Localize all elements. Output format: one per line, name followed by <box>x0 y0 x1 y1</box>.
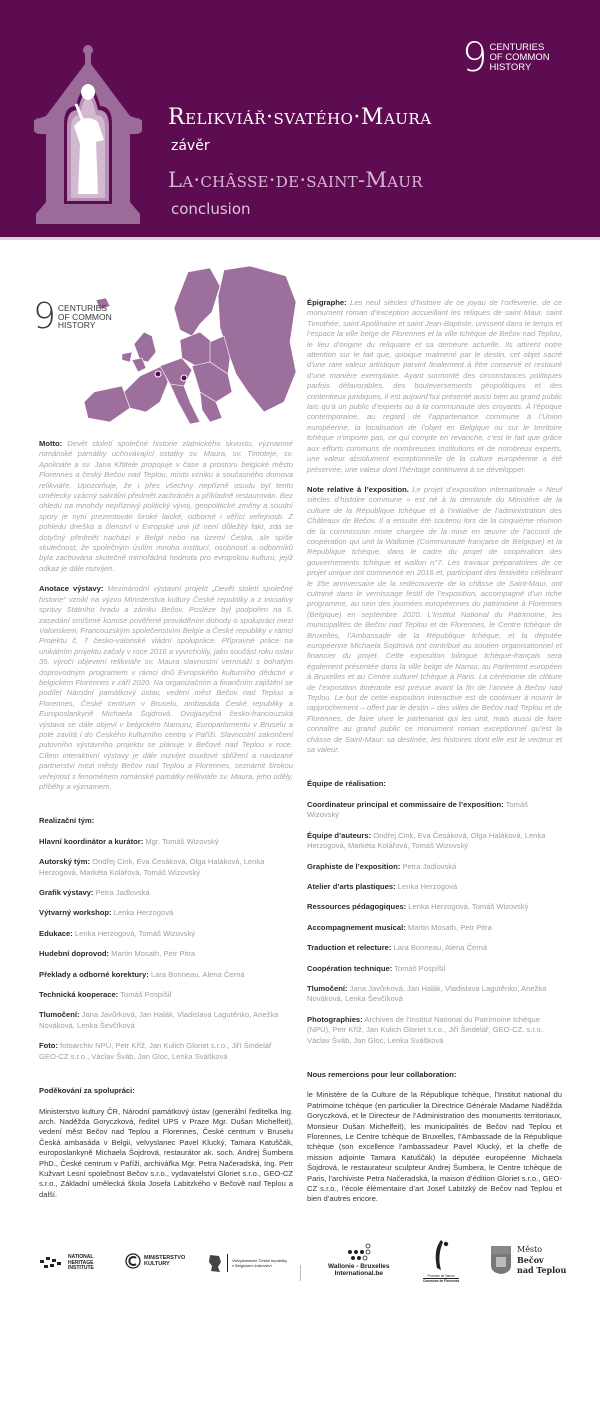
note-paragraph <box>307 485 562 756</box>
logo-florennes: Province de Namur Commune de Florennes <box>423 1238 459 1283</box>
wbi-dots-icon <box>344 1243 374 1263</box>
becov-coat-of-arms-icon <box>490 1245 512 1275</box>
map-marker-florennes <box>155 371 161 377</box>
epigraph-label: Épigraphe: <box>307 298 347 307</box>
title-french: La·châsse·de·saint-Maur <box>168 168 423 192</box>
motto-text: Devět století společné historie zlatnického skvostu, významné románské památky uchovávající ostatky sv. Maura, sv. Timoteje, sv. Apolináře a sv. Jana Křtitele propojuje v čase a prostoru belgické město Florennes a český Bečov nad Teplou, místo vzniku a současného domova relikviáře. Upozorňuje, že i přes všechny nepřízně osudu byl tento umělecky vzácný sakrální předmět zachráněn a příkladně restaurován. Bez ohledu na mnohdy nepříznivý politický vývoj, geopolitické změny a soudní spory je nyní prezentován široké laické, odborné i věřící veřejnosti. Z pohledu dneška a členství v Evropské unii již není důležitý fakt, zda se dotyčný předmět nachází v Belgii nebo na území Česka, ale spíše skutečnost, že společným úsilím mnoha institucí, osobností a odborníků byla zachována skutečně mimořádná hodnota pro evropskou kulturu, jejíž odkaz je dále rozvíjen. <box>39 439 293 573</box>
credit-item: Coordinateur principal et commissaire de l’exposition: Tomáš Wizovský <box>307 799 528 820</box>
ministry-c-icon <box>125 1253 141 1269</box>
motto-paragraph <box>39 439 293 574</box>
note-label: Note relative à l’exposition. <box>307 484 409 494</box>
europe-map <box>57 262 300 432</box>
header-banner <box>0 0 600 237</box>
header-divider <box>0 237 600 240</box>
credit-item: Hlavní koordinátor a kurátor: Mgr. Tomáš Wizovský <box>39 836 219 846</box>
logo-divider <box>300 1265 301 1281</box>
logo-national-heritage-institute: NATIONAL HERITAGE INSTITUTE <box>40 1255 94 1272</box>
lion-crest-icon <box>207 1253 223 1273</box>
credit-item: Ressources pédagogiques: Lenka Herzogová, Tomáš Wizovský <box>307 902 529 912</box>
credit-item: Coopération technique: Tomáš Pospíšil <box>307 963 446 973</box>
credit-item: Tlumočení: Jana Javůrková, Jan Halák, Vladislava Lagutěnko, Anežka Nováková, Lenka Ševčíková <box>39 1010 279 1030</box>
team-title: Équipe de réalisation: <box>307 779 386 789</box>
thanks-text: Ministerstvo kultury ČR, Národní památkový ústav (generální ředitelka Ing. arch. Naděžda Goryczková, ředitel UPS v Praze Mgr. Dušan Michelfeit), vedení měst Bečov nad Teplou a Florennes, České centrum v Bruselu Česká ambasáda v Belgii, velvyslanec Pavel Klucký, Tamara Katuščák, europoslankyně Michaela Šojdrová, restaurátor ak. soch. Andrej Šumbera PhD., České centrum v Paříži, archivářka Mgr. Petra Načeradská, Ing. Petr Kužvart Lesní společnost Bečov s.r.o., vydavatelství Gloriet s.r.o., GEO-CZ s.r.o., Základní umělecká škola Josefa Labitzkého v Bečově nad Teplou a další. <box>39 1106 293 1199</box>
credit-item: Graphiste de l’exposition: Petra Jadlovská <box>307 861 457 871</box>
team-title: Realizační tým: <box>39 816 95 826</box>
credit-item: Photographies: Archives de l’Institut National du Patrimoine tchèque (NPÚ), Petr Kříž, Jan Kulich Gloriet s.r.o., Jiří Šindelář, GEO-CZ. s.r.o., Václav Šváb, Jan Gloc, Lenka Svášková <box>307 1014 545 1045</box>
brand-line: OF COMMON <box>57 311 112 322</box>
epigraph-text: Les neuf siècles d’histoire de ce joyau de l’orfèvrerie, de ce monument roman d’exception accueillant les reliques de saint Maur, saint Timothée, saint Apollinaire et saint Jean-Baptiste, unissent dans le temps et l’espace la ville belge de Florennes et la ville tchèque de Bečov nad Teplou, le lieu d’origine du reliquaire et sa demeure actuelle. Ils attirent notre attention sur le fait que, quoique malmené par le destin, cet objet sacré d’une rare valeur artistique parvint finalement à être conservé et restauré d’une manière exemplaire. Ayant surmonté des circonstances politiques parfois défavorables, des bouleversements géopolitiques et des contentieux juridiques, il est aujourd’hui présenté aussi bien au grand public laïc qu’à un public d’experts ou à la communauté des croyants. À l’époque contemporaine, au regard de l’appartenance commune à l’Union européenne, la localisation de l’objet en Belgique ou sur le territoire tchèque n’importe pas, ce qui compte en revanche, c’est le fait que grâce aux efforts communs de nombreuses institutions et de nombreux experts, une valeur absolument exceptionnelle de la culture européenne a été préservée, une valeur dont l’héritage continuera à se développer. <box>307 298 562 474</box>
credit-item: Traduction et relecture: Lara Bonneau, Alena Černá <box>307 943 488 953</box>
centuries-brand-logo <box>462 35 550 81</box>
brand-line: CENTURIES <box>57 303 108 314</box>
credit-item: Technická kooperace: Tomáš Pospíšil <box>39 990 172 1000</box>
credit-item: Hudební doprovod: Martin Mosath, Petr Pitra <box>39 949 196 959</box>
title-czech: Relikviář·svatého·Maura <box>168 105 432 130</box>
credit-item: Překlady a odborné korektury: Lara Bonneau, Alena Černá <box>39 969 245 979</box>
credit-item: Foto: fotoarchiv NPÚ, Petr Kříž, Jan Kulich Gloriet s.r.o., Jiří Šindelář GEO-CZ s.r.o., Václav Šváb, Jan Gloc, Lenka Svášková <box>39 1041 272 1061</box>
czech-text-column <box>39 439 293 1210</box>
subtitle-french: conclusion <box>171 200 251 218</box>
credit-item: Accompagnement musical: Martin Mosath, Petr Pitra <box>307 922 492 932</box>
credit-item: Atelier d’arts plastiques: Lenka Herzogová <box>307 881 458 891</box>
logo-ministry-of-culture: MINISTERSTVO KULTURY <box>125 1253 185 1269</box>
team-credits <box>39 837 293 1062</box>
brand-line: CENTURIES <box>489 42 545 54</box>
reliquary-shrine-icon <box>34 44 142 226</box>
brand-line: HISTORY <box>57 320 96 331</box>
annotation-paragraph <box>39 584 293 792</box>
logo-embassy: Velvyslanectví České republiky v Belgickém království <box>207 1253 287 1273</box>
nhi-mark-icon <box>40 1256 62 1270</box>
brand-line: HISTORY <box>489 61 532 73</box>
logo-becov-nad-teplou: Město Bečov nad Teplou <box>490 1245 566 1275</box>
credit-item: Výtvarný workshop: Lenka Herzogová <box>39 908 174 918</box>
centuries-map-logo <box>33 296 112 337</box>
brand-number: 9 <box>33 296 56 337</box>
thanks-text: le Ministère de la Culture de la République tchèque, l’Institut national du Patrimoine tchèque (en particulier la Directrice Générale Madame Naděžda Goryczková, et le Directeur de l’Administration des monuments territoriaux, Monsieur Dušan Michelfeit), les municipalités de Bečov nad Teplou et Florennes, Le Centre tchèque de Bruxelles, l’Ambassade de la République tchèque (son excellence l’ambassadeur Pavel Klucký, et la cheffe de mission adjointe Tamara Katuščák) la députée européenne Michaela Šojdrová, le restaurateur sculpteur Andrej Šumbera, le Centre tchèque de Paris, l’archiviste Petra Načeradská, la maison d’édition Gloriet s.r.o., GEO-CZ s.r.o., l’école élémentaire d’art Josef Labitzký de Bečov nad Teplou et bien d’autres encore. <box>307 1090 562 1204</box>
french-text-column <box>307 298 562 1215</box>
thanks-title: Poděkování za spolupráci: <box>39 1086 135 1096</box>
subtitle-czech: závěr <box>171 138 210 154</box>
logo-wallonie-bruxelles: Wallonie - Bruxelles International.be <box>328 1243 390 1277</box>
brand-number: 9 <box>462 35 488 81</box>
motto-label: Motto: <box>39 439 63 448</box>
annotation-label: Anotace výstavy: <box>39 584 104 594</box>
credit-item: Edukace: Lenka Herzogová, Tomáš Wizovský <box>39 928 196 938</box>
team-credits <box>307 800 562 1046</box>
note-text: Le projet d’exposition internationale « Neuf siècles d’histoire commune » est né à la demande du Ministère de la culture de la République tchèque et à l’initiative de l’administration des Châteaux de Bečov. Il a ensuite été soutenu lors de la cinquième réunion de la commission mixte chargée de la mise en œuvre de l’accord de coopération qui unit la Wallonie (Communauté française de Belgique) et la République tchèque, dans le cadre du projet de coopération des gouvernements tchèque et wallon n°7. Les travaux préparatoires de ce projet unique ont commencé en 2016 et, participant des festivités célébrant le 35e anniversaire de la redécouverte de la châsse de Saint-Maur, ont culminé dans le vernissage festif de l’exposition, accompagné d’un riche programme, au sein des journées européennes du patrimoine à Florennes (Belgique) en septembre 2020. L’Institut National du Patrimoine, les municipalités de Bečov nad Teplou et de Florennes, le Centre tchèque de Bruxelles, l’Ambassade de la République tchèque, et la députée européenne Michaela Šojdrová ont contribué au soutien organisationnel et financier du projet. Cette exposition bilingue tchèque-français sera également présentée dans la ville belge de Namur, au Parlement européen à Bruxelles et au Centre culturel tchèque à Paris. La cérémonie de clôture de l’exposition itinérante est prévue avant la fin de l’année à Bečov nad Teplou. Le but de cette exposition interactive est de continuer à nourrir le rapprochement – offert par le destin – des villes de Bečov nad Teplou et de Florennes, de faire vivre le partenariat qui les unit, mais aussi de faire connaître au grand public ce monument roman exceptionnel qu’est la châsse de Saint-Maur: sa destinée, les histoires dont elle est le vecteur et sa valeur. <box>307 484 562 755</box>
florennes-mark-icon <box>431 1238 451 1274</box>
map-marker-becov <box>181 375 187 381</box>
brand-line: OF COMMON <box>489 52 550 64</box>
credit-item: Autorský tým: Ondřej Cink, Eva Česáková, Olga Haláková, Lenka Herzogová, Markéta Kolářová, Tomáš Wizovský <box>39 857 265 877</box>
annotation-text: Mezinárodní výstavní projekt „Devět století společné historie“ vznikl na výzvu Ministerstva kultury České republiky a z iniciativy správy Státního hradu a zámku Bečov. Posléze byl podpořen na 5. zasedání smíšené komise pověřené prováděním dohody o spolupráci mezi Valonskem, Francouzským společenstvím Belgie a České republiky v rámci Projektu č. 7 česko-valonské vládní spolupráce. Přípravné práce na unikátním projektu začaly v roce 2016 a vyvrcholily, jako součást roku oslav 35. výročí objevení relikviáře sv. Maura slavnostní vernisáží s bohatým doprovodným programem v rámci dnů Evropského kulturního dědictví v belgickém Florennes v září 2020. Na organizačním a finančním zajištění se podílel Národní památkový ústav, vedení měst Bečov nad Teplou a Florennes, České centrum v Bruselu, ambasáda České republiky a Europoslankyně Michaela Šojdrová. Dvojjazyčná česko-francouzská výstava se dále objeví v belgickém Namuru, Europarlamentu v Bruselu a poté zavítá i do Českého kulturního centra v Paříži. Slavnostní zakončení putovního výstavního projektu se plánuje v Bečově nad Teplou v roce. Cílem interaktivní výstavy je dále rozvíjet osudové sblížení a navázané partnerství mezi městy Bečov nad Teplou a Florennes, seznámit širokou veřejnost s fenoménem románské památky relikviáře sv. Maura, jeho úděly, příběhy a významem. <box>39 584 293 791</box>
thanks-title: Nous remercions pour leur collaboration: <box>307 1069 457 1079</box>
credit-item: Grafik výstavy: Petra Jadlovská <box>39 888 150 898</box>
credit-item: Tlumočení: Jana Javůrková, Jan Halák, Vladislava Lagutěnko, Anežka Nováková, Lenka Ševčíková <box>307 983 547 1004</box>
epigraph-paragraph <box>307 298 562 475</box>
credit-item: Équipe d’auteurs: Ondřej Cink, Eva Česáková, Olga Haláková, Lenka Herzogová, Markéta Kolářová, Tomáš Wizovský <box>307 830 546 851</box>
